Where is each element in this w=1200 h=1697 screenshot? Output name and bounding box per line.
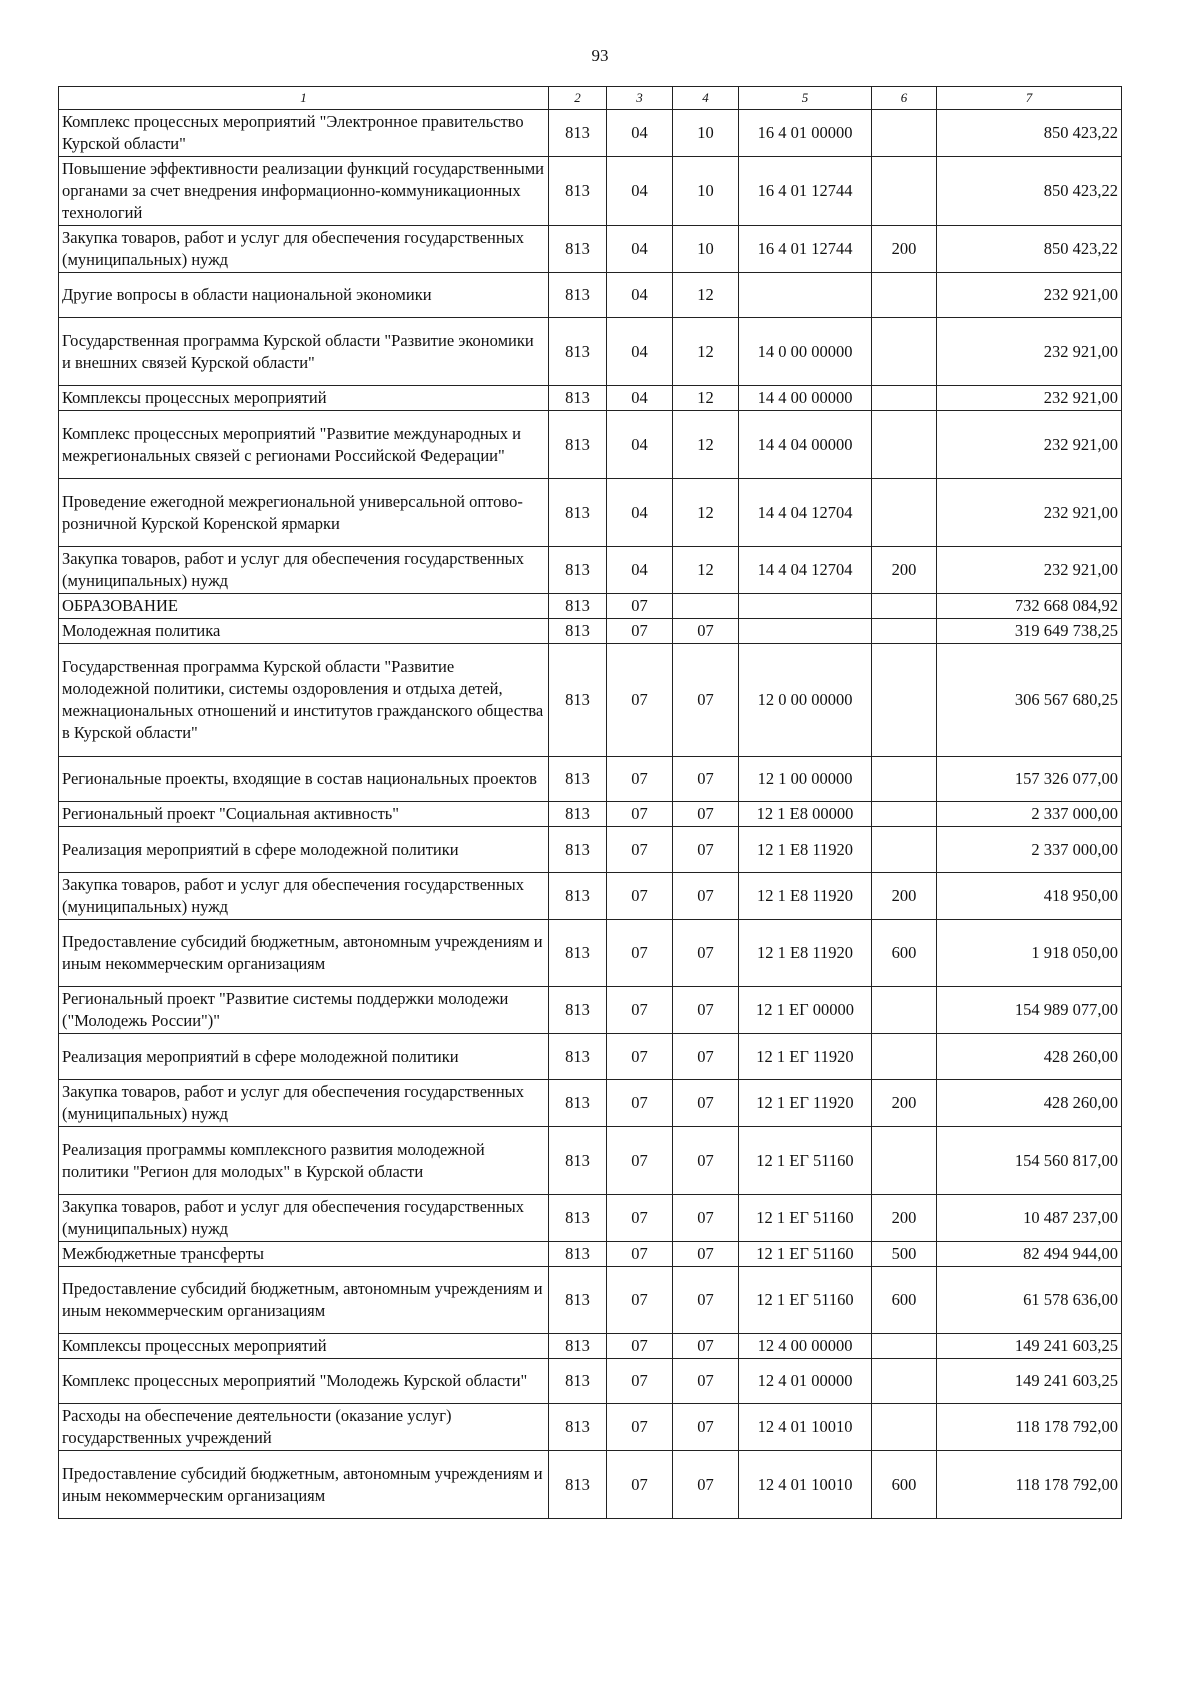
section-code: 04 [607, 386, 673, 411]
table-row [59, 619, 1122, 644]
target-article-code: 12 1 00 00000 [739, 757, 872, 802]
amount: 306 567 680,25 [937, 644, 1122, 757]
section-code: 07 [607, 987, 673, 1034]
row-name: ОБРАЗОВАНИЕ [59, 594, 549, 619]
target-article-code: 12 1 Е8 11920 [739, 873, 872, 920]
column-header: 4 [673, 87, 739, 110]
ministry-code: 813 [549, 273, 607, 318]
section-code: 04 [607, 318, 673, 386]
target-article-code: 12 0 00 00000 [739, 644, 872, 757]
section-code: 07 [607, 1080, 673, 1127]
subsection-code: 07 [673, 1359, 739, 1404]
section-code: 04 [607, 479, 673, 547]
ministry-code: 813 [549, 987, 607, 1034]
section-code: 07 [607, 920, 673, 987]
amount: 82 494 944,00 [937, 1242, 1122, 1267]
section-code: 04 [607, 547, 673, 594]
amount: 149 241 603,25 [937, 1334, 1122, 1359]
budget-table [58, 86, 1122, 1519]
column-number-row [59, 87, 1122, 110]
subsection-code: 10 [673, 226, 739, 273]
expense-type-code: 200 [872, 1195, 937, 1242]
target-article-code: 12 1 ЕГ 51160 [739, 1267, 872, 1334]
ministry-code: 813 [549, 411, 607, 479]
ministry-code: 813 [549, 1334, 607, 1359]
target-article-code: 16 4 01 00000 [739, 110, 872, 157]
expense-type-code [872, 1127, 937, 1195]
expense-type-code [872, 1034, 937, 1080]
row-name: Закупка товаров, работ и услуг для обеспечения государственных (муниципальных) нужд [59, 547, 549, 594]
target-article-code: 12 4 01 00000 [739, 1359, 872, 1404]
table-row [59, 411, 1122, 479]
ministry-code: 813 [549, 827, 607, 873]
page-number: 93 [591, 46, 609, 65]
ministry-code: 813 [549, 1359, 607, 1404]
expense-type-code [872, 411, 937, 479]
target-article-code [739, 273, 872, 318]
section-code: 07 [607, 873, 673, 920]
expense-type-code: 200 [872, 1080, 937, 1127]
expense-type-code: 600 [872, 1267, 937, 1334]
subsection-code: 07 [673, 1267, 739, 1334]
target-article-code [739, 619, 872, 644]
amount: 232 921,00 [937, 386, 1122, 411]
subsection-code: 12 [673, 273, 739, 318]
section-code: 07 [607, 827, 673, 873]
subsection-code: 10 [673, 157, 739, 226]
expense-type-code [872, 1334, 937, 1359]
row-name: Комплекс процессных мероприятий "Развитие международных и межрегиональных связей с регионами Российской Федерации" [59, 411, 549, 479]
row-name: Другие вопросы в области национальной экономики [59, 273, 549, 318]
column-header: 3 [607, 87, 673, 110]
section-code: 07 [607, 1127, 673, 1195]
target-article-code: 14 0 00 00000 [739, 318, 872, 386]
expense-type-code [872, 273, 937, 318]
target-article-code: 14 4 04 12704 [739, 479, 872, 547]
row-name: Закупка товаров, работ и услуг для обеспечения государственных (муниципальных) нужд [59, 1195, 549, 1242]
expense-type-code: 200 [872, 226, 937, 273]
target-article-code: 12 1 ЕГ 51160 [739, 1242, 872, 1267]
ministry-code: 813 [549, 1267, 607, 1334]
table-row [59, 1451, 1122, 1519]
target-article-code: 12 1 ЕГ 51160 [739, 1127, 872, 1195]
subsection-code: 07 [673, 873, 739, 920]
ministry-code: 813 [549, 386, 607, 411]
target-article-code: 12 4 01 10010 [739, 1451, 872, 1519]
target-article-code: 12 1 ЕГ 11920 [739, 1034, 872, 1080]
amount: 232 921,00 [937, 273, 1122, 318]
column-header: 2 [549, 87, 607, 110]
section-code: 07 [607, 1359, 673, 1404]
amount: 319 649 738,25 [937, 619, 1122, 644]
section-code: 07 [607, 1404, 673, 1451]
table-row [59, 594, 1122, 619]
row-name: Проведение ежегодной межрегиональной универсальной оптово-розничной Курской Коренской ярмарки [59, 479, 549, 547]
subsection-code: 12 [673, 318, 739, 386]
section-code: 07 [607, 1195, 673, 1242]
section-code: 07 [607, 802, 673, 827]
target-article-code: 16 4 01 12744 [739, 226, 872, 273]
row-name: Комплексы процессных мероприятий [59, 1334, 549, 1359]
section-code: 07 [607, 1242, 673, 1267]
amount: 2 337 000,00 [937, 802, 1122, 827]
row-name: Региональный проект "Социальная активность" [59, 802, 549, 827]
ministry-code: 813 [549, 802, 607, 827]
row-name: Молодежная политика [59, 619, 549, 644]
expense-type-code [872, 644, 937, 757]
ministry-code: 813 [549, 1195, 607, 1242]
expense-type-code: 500 [872, 1242, 937, 1267]
row-name: Реализация программы комплексного развития молодежной политики "Регион для молодых" в Курской области [59, 1127, 549, 1195]
table-row [59, 1034, 1122, 1080]
row-name: Предоставление субсидий бюджетным, автономным учреждениям и иным некоммерческим организациям [59, 920, 549, 987]
table-row [59, 1359, 1122, 1404]
row-name: Реализация мероприятий в сфере молодежной политики [59, 827, 549, 873]
amount: 850 423,22 [937, 226, 1122, 273]
amount: 428 260,00 [937, 1080, 1122, 1127]
subsection-code: 12 [673, 411, 739, 479]
table-row [59, 757, 1122, 802]
section-code: 07 [607, 644, 673, 757]
amount: 232 921,00 [937, 318, 1122, 386]
row-name: Реализация мероприятий в сфере молодежной политики [59, 1034, 549, 1080]
subsection-code: 07 [673, 1334, 739, 1359]
row-name: Комплекс процессных мероприятий "Молодежь Курской области" [59, 1359, 549, 1404]
table-row [59, 827, 1122, 873]
ministry-code: 813 [549, 110, 607, 157]
ministry-code: 813 [549, 547, 607, 594]
row-name: Региональные проекты, входящие в состав национальных проектов [59, 757, 549, 802]
ministry-code: 813 [549, 1034, 607, 1080]
ministry-code: 813 [549, 873, 607, 920]
expense-type-code [872, 987, 937, 1034]
column-header: 1 [59, 87, 549, 110]
table-row [59, 873, 1122, 920]
amount: 2 337 000,00 [937, 827, 1122, 873]
subsection-code: 07 [673, 1080, 739, 1127]
expense-type-code [872, 318, 937, 386]
row-name: Расходы на обеспечение деятельности (оказание услуг) государственных учреждений [59, 1404, 549, 1451]
section-code: 04 [607, 411, 673, 479]
subsection-code: 07 [673, 987, 739, 1034]
row-name: Закупка товаров, работ и услуг для обеспечения государственных (муниципальных) нужд [59, 226, 549, 273]
amount: 850 423,22 [937, 110, 1122, 157]
target-article-code: 12 4 01 10010 [739, 1404, 872, 1451]
row-name: Предоставление субсидий бюджетным, автономным учреждениям и иным некоммерческим организациям [59, 1267, 549, 1334]
expense-type-code [872, 619, 937, 644]
expense-type-code [872, 802, 937, 827]
table-row [59, 479, 1122, 547]
ministry-code: 813 [549, 1404, 607, 1451]
row-name: Закупка товаров, работ и услуг для обеспечения государственных (муниципальных) нужд [59, 873, 549, 920]
ministry-code: 813 [549, 318, 607, 386]
ministry-code: 813 [549, 757, 607, 802]
section-code: 07 [607, 1267, 673, 1334]
ministry-code: 813 [549, 644, 607, 757]
subsection-code: 07 [673, 644, 739, 757]
ministry-code: 813 [549, 157, 607, 226]
table-row [59, 1080, 1122, 1127]
subsection-code: 07 [673, 920, 739, 987]
expense-type-code [872, 1404, 937, 1451]
ministry-code: 813 [549, 479, 607, 547]
target-article-code [739, 594, 872, 619]
amount: 154 989 077,00 [937, 987, 1122, 1034]
column-header: 6 [872, 87, 937, 110]
expense-type-code: 200 [872, 873, 937, 920]
row-name: Государственная программа Курской области "Развитие экономики и внешних связей Курской области" [59, 318, 549, 386]
table-row [59, 1334, 1122, 1359]
subsection-code: 07 [673, 1127, 739, 1195]
section-code: 07 [607, 1334, 673, 1359]
target-article-code: 12 1 Е8 11920 [739, 827, 872, 873]
column-header: 5 [739, 87, 872, 110]
amount: 154 560 817,00 [937, 1127, 1122, 1195]
table-row [59, 987, 1122, 1034]
table-row [59, 920, 1122, 987]
target-article-code: 14 4 04 00000 [739, 411, 872, 479]
table-row [59, 273, 1122, 318]
amount: 428 260,00 [937, 1034, 1122, 1080]
expense-type-code: 600 [872, 1451, 937, 1519]
section-code: 04 [607, 157, 673, 226]
ministry-code: 813 [549, 1080, 607, 1127]
amount: 232 921,00 [937, 411, 1122, 479]
column-header: 7 [937, 87, 1122, 110]
amount: 61 578 636,00 [937, 1267, 1122, 1334]
table-row [59, 226, 1122, 273]
amount: 118 178 792,00 [937, 1404, 1122, 1451]
amount: 1 918 050,00 [937, 920, 1122, 987]
expense-type-code [872, 110, 937, 157]
ministry-code: 813 [549, 1451, 607, 1519]
amount: 118 178 792,00 [937, 1451, 1122, 1519]
row-name: Комплексы процессных мероприятий [59, 386, 549, 411]
expense-type-code: 600 [872, 920, 937, 987]
row-name: Региональный проект "Развитие системы поддержки молодежи ("Молодежь России")" [59, 987, 549, 1034]
table-row [59, 1195, 1122, 1242]
row-name: Закупка товаров, работ и услуг для обеспечения государственных (муниципальных) нужд [59, 1080, 549, 1127]
ministry-code: 813 [549, 594, 607, 619]
target-article-code: 12 1 Е8 11920 [739, 920, 872, 987]
target-article-code: 14 4 00 00000 [739, 386, 872, 411]
section-code: 04 [607, 226, 673, 273]
table-row [59, 802, 1122, 827]
ministry-code: 813 [549, 920, 607, 987]
target-article-code: 14 4 04 12704 [739, 547, 872, 594]
ministry-code: 813 [549, 1127, 607, 1195]
section-code: 07 [607, 757, 673, 802]
target-article-code: 12 1 ЕГ 00000 [739, 987, 872, 1034]
table-row [59, 386, 1122, 411]
expense-type-code [872, 386, 937, 411]
table-row [59, 318, 1122, 386]
row-name: Государственная программа Курской области "Развитие молодежной политики, системы оздоровления и отдыха детей, межнациональных отношений и институтов гражданского общества в Курской области" [59, 644, 549, 757]
expense-type-code [872, 827, 937, 873]
table-row [59, 157, 1122, 226]
target-article-code: 12 1 ЕГ 51160 [739, 1195, 872, 1242]
row-name: Предоставление субсидий бюджетным, автономным учреждениям и иным некоммерческим организациям [59, 1451, 549, 1519]
subsection-code: 07 [673, 802, 739, 827]
amount: 418 950,00 [937, 873, 1122, 920]
subsection-code: 07 [673, 757, 739, 802]
expense-type-code: 200 [872, 547, 937, 594]
section-code: 07 [607, 619, 673, 644]
subsection-code: 12 [673, 386, 739, 411]
amount: 10 487 237,00 [937, 1195, 1122, 1242]
target-article-code: 12 1 ЕГ 11920 [739, 1080, 872, 1127]
subsection-code: 07 [673, 1195, 739, 1242]
subsection-code: 07 [673, 1242, 739, 1267]
subsection-code: 10 [673, 110, 739, 157]
ministry-code: 813 [549, 619, 607, 644]
row-name: Повышение эффективности реализации функций государственными органами за счет внедрения информационно-коммуникационных технологий [59, 157, 549, 226]
row-name: Комплекс процессных мероприятий "Электронное правительство Курской области" [59, 110, 549, 157]
subsection-code [673, 594, 739, 619]
amount: 149 241 603,25 [937, 1359, 1122, 1404]
section-code: 04 [607, 110, 673, 157]
amount: 232 921,00 [937, 547, 1122, 594]
table-row [59, 547, 1122, 594]
expense-type-code [872, 1359, 937, 1404]
expense-type-code [872, 157, 937, 226]
target-article-code: 12 1 Е8 00000 [739, 802, 872, 827]
subsection-code: 07 [673, 1451, 739, 1519]
expense-type-code [872, 479, 937, 547]
amount: 732 668 084,92 [937, 594, 1122, 619]
section-code: 04 [607, 273, 673, 318]
section-code: 07 [607, 1451, 673, 1519]
section-code: 07 [607, 594, 673, 619]
amount: 157 326 077,00 [937, 757, 1122, 802]
subsection-code: 07 [673, 827, 739, 873]
target-article-code: 16 4 01 12744 [739, 157, 872, 226]
subsection-code: 07 [673, 619, 739, 644]
expense-type-code [872, 594, 937, 619]
table-row [59, 1127, 1122, 1195]
ministry-code: 813 [549, 226, 607, 273]
subsection-code: 07 [673, 1034, 739, 1080]
subsection-code: 07 [673, 1404, 739, 1451]
table-row [59, 644, 1122, 757]
target-article-code: 12 4 00 00000 [739, 1334, 872, 1359]
subsection-code: 12 [673, 479, 739, 547]
table-row [59, 110, 1122, 157]
table-row [59, 1242, 1122, 1267]
expense-type-code [872, 757, 937, 802]
table-row [59, 1404, 1122, 1451]
amount: 232 921,00 [937, 479, 1122, 547]
amount: 850 423,22 [937, 157, 1122, 226]
subsection-code: 12 [673, 547, 739, 594]
section-code: 07 [607, 1034, 673, 1080]
ministry-code: 813 [549, 1242, 607, 1267]
row-name: Межбюджетные трансферты [59, 1242, 549, 1267]
table-row [59, 1267, 1122, 1334]
